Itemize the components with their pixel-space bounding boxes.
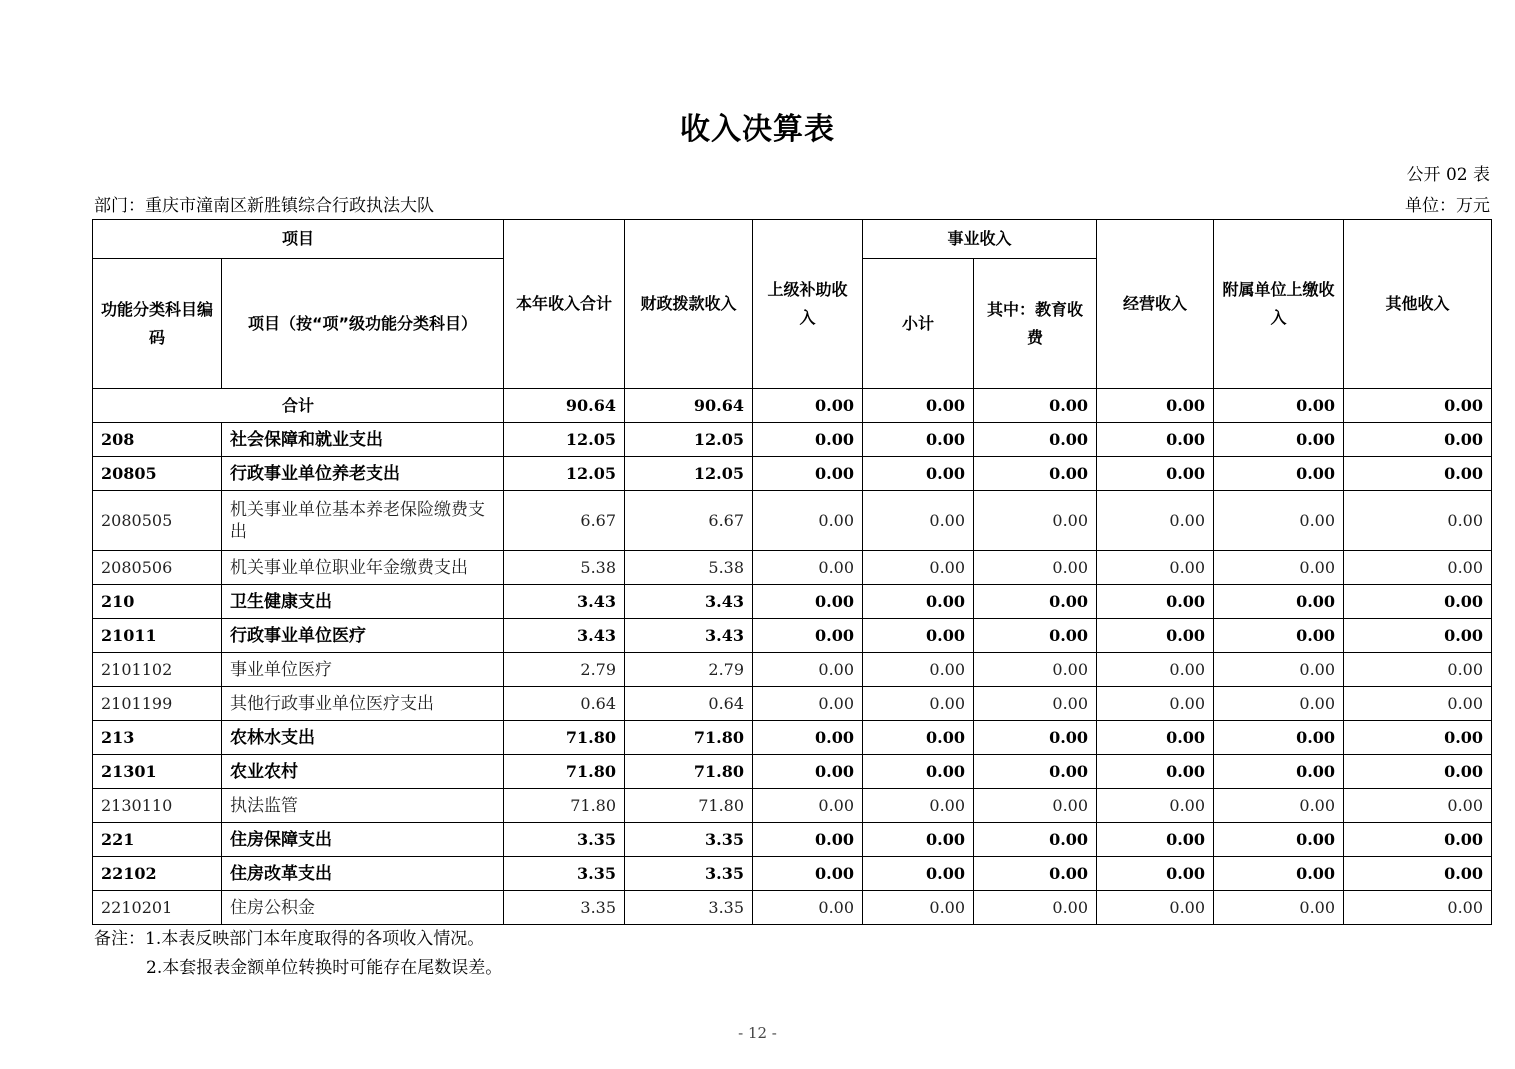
row-value: 0.64 (504, 687, 625, 721)
table-row (93, 457, 1492, 491)
row-value: 0.00 (1214, 823, 1344, 857)
row-value: 0.00 (1097, 491, 1214, 551)
total-value: 90.64 (504, 389, 625, 423)
table-row (93, 585, 1492, 619)
income-table (92, 219, 1492, 925)
row-value: 0.00 (974, 687, 1097, 721)
table-row (93, 789, 1492, 823)
row-value: 0.00 (1214, 857, 1344, 891)
row-name: 行政事业单位养老支出 (222, 457, 504, 491)
header-other: 其他收入 (1344, 220, 1492, 389)
header-total: 本年收入合计 (504, 220, 625, 389)
row-value: 5.38 (504, 551, 625, 585)
row-value: 71.80 (504, 721, 625, 755)
row-value: 0.00 (1344, 755, 1492, 789)
row-value: 0.00 (753, 423, 863, 457)
row-value: 12.05 (504, 457, 625, 491)
row-value: 0.00 (974, 823, 1097, 857)
table-row (93, 551, 1492, 585)
row-value: 71.80 (504, 789, 625, 823)
note-line-1: 备注：1.本表反映部门本年度取得的各项收入情况。 (94, 929, 485, 949)
row-value: 0.00 (1344, 457, 1492, 491)
row-value: 0.00 (863, 891, 974, 925)
row-value: 0.00 (753, 755, 863, 789)
row-value: 0.00 (753, 619, 863, 653)
row-value: 0.00 (1344, 789, 1492, 823)
row-code: 221 (93, 823, 222, 857)
row-value: 0.00 (1097, 823, 1214, 857)
row-code: 213 (93, 721, 222, 755)
row-value: 0.00 (1097, 687, 1214, 721)
row-value: 0.00 (863, 619, 974, 653)
row-value: 0.00 (1214, 687, 1344, 721)
row-value: 0.00 (974, 721, 1097, 755)
row-value: 0.00 (1214, 619, 1344, 653)
table-row (93, 721, 1492, 755)
row-value: 0.00 (863, 551, 974, 585)
row-value: 0.00 (1097, 653, 1214, 687)
row-value: 0.00 (1097, 857, 1214, 891)
row-code: 20805 (93, 457, 222, 491)
row-name: 农林水支出 (222, 721, 504, 755)
row-value: 3.43 (504, 619, 625, 653)
row-value: 0.00 (1344, 585, 1492, 619)
total-value: 0.00 (1097, 389, 1214, 423)
row-value: 6.67 (625, 491, 753, 551)
row-value: 0.00 (974, 551, 1097, 585)
row-value: 0.00 (974, 857, 1097, 891)
row-value: 0.00 (1214, 653, 1344, 687)
row-value: 0.00 (753, 653, 863, 687)
total-value: 0.00 (974, 389, 1097, 423)
table-row (93, 491, 1492, 551)
row-value: 0.00 (753, 551, 863, 585)
row-name: 执法监管 (222, 789, 504, 823)
row-value: 0.00 (1344, 721, 1492, 755)
table-number: 公开 02 表 (1406, 165, 1490, 185)
row-value: 0.00 (1214, 491, 1344, 551)
total-value: 90.64 (625, 389, 753, 423)
row-value: 0.00 (863, 857, 974, 891)
row-value: 0.00 (1344, 687, 1492, 721)
row-value: 3.35 (504, 823, 625, 857)
notes (94, 925, 502, 983)
row-value: 0.00 (1344, 619, 1492, 653)
unit-label: 单位：万元 (1405, 196, 1490, 216)
row-value: 0.00 (863, 585, 974, 619)
row-value: 0.00 (974, 491, 1097, 551)
table-row (93, 653, 1492, 687)
total-label: 合计 (93, 389, 504, 423)
row-name: 卫生健康支出 (222, 585, 504, 619)
table-row (93, 687, 1492, 721)
row-value: 0.00 (974, 653, 1097, 687)
row-value: 0.00 (1344, 423, 1492, 457)
row-value: 0.00 (974, 423, 1097, 457)
row-value: 3.43 (625, 619, 753, 653)
row-name: 农业农村 (222, 755, 504, 789)
table-row (93, 619, 1492, 653)
header-superior: 上级补助收入 (753, 220, 863, 389)
total-value: 0.00 (1214, 389, 1344, 423)
department-label: 部门：重庆市潼南区新胜镇综合行政执法大队 (94, 196, 434, 216)
note-line-2: 2.本套报表金额单位转换时可能存在尾数误差。 (146, 958, 503, 978)
row-value: 0.00 (1344, 891, 1492, 925)
total-row (93, 389, 1492, 423)
row-value: 0.00 (753, 687, 863, 721)
row-value: 3.35 (625, 823, 753, 857)
header-subtotal: 小计 (863, 259, 974, 389)
row-value: 0.00 (863, 823, 974, 857)
row-value: 0.00 (863, 721, 974, 755)
row-value: 0.00 (1344, 551, 1492, 585)
row-value: 6.67 (504, 491, 625, 551)
row-code: 2130110 (93, 789, 222, 823)
row-value: 0.64 (625, 687, 753, 721)
row-value: 2.79 (504, 653, 625, 687)
row-code: 2210201 (93, 891, 222, 925)
table-body (93, 389, 1492, 925)
row-name: 机关事业单位职业年金缴费支出 (222, 551, 504, 585)
row-code: 21301 (93, 755, 222, 789)
row-value: 0.00 (1097, 891, 1214, 925)
row-code: 21011 (93, 619, 222, 653)
row-code: 2080506 (93, 551, 222, 585)
row-code: 22102 (93, 857, 222, 891)
row-value: 0.00 (1214, 423, 1344, 457)
row-value: 0.00 (1344, 857, 1492, 891)
row-value: 3.35 (504, 891, 625, 925)
row-value: 0.00 (863, 755, 974, 789)
row-value: 0.00 (974, 755, 1097, 789)
header-business-group: 事业收入 (863, 220, 1097, 259)
row-value: 2.79 (625, 653, 753, 687)
row-value: 0.00 (1097, 755, 1214, 789)
page-number: - 12 - (738, 1024, 777, 1042)
row-value: 0.00 (974, 619, 1097, 653)
header-affiliated: 附属单位上缴收入 (1214, 220, 1344, 389)
row-value: 0.00 (863, 789, 974, 823)
row-value: 0.00 (863, 423, 974, 457)
row-name: 社会保障和就业支出 (222, 423, 504, 457)
row-value: 0.00 (1097, 585, 1214, 619)
row-value: 0.00 (1214, 457, 1344, 491)
row-value: 0.00 (1214, 585, 1344, 619)
row-value: 0.00 (1097, 423, 1214, 457)
row-value: 3.43 (504, 585, 625, 619)
header-code: 功能分类科目编码 (93, 259, 222, 389)
row-value: 71.80 (504, 755, 625, 789)
table-row (93, 823, 1492, 857)
header-project: 项目 (93, 220, 504, 259)
row-code: 208 (93, 423, 222, 457)
total-value: 0.00 (1344, 389, 1492, 423)
row-value: 0.00 (753, 857, 863, 891)
row-value: 0.00 (1097, 457, 1214, 491)
page-title: 收入决算表 (680, 112, 835, 147)
row-value: 12.05 (504, 423, 625, 457)
row-code: 2080505 (93, 491, 222, 551)
table-header (93, 220, 1492, 389)
row-value: 0.00 (974, 891, 1097, 925)
header-name: 项目（按“项”级功能分类科目） (222, 259, 504, 389)
row-value: 0.00 (1214, 721, 1344, 755)
row-value: 71.80 (625, 755, 753, 789)
row-value: 0.00 (1344, 823, 1492, 857)
row-value: 0.00 (1344, 653, 1492, 687)
row-value: 0.00 (1097, 721, 1214, 755)
row-value: 12.05 (625, 457, 753, 491)
row-value: 0.00 (863, 687, 974, 721)
row-value: 0.00 (974, 585, 1097, 619)
row-value: 0.00 (753, 585, 863, 619)
row-value: 0.00 (1214, 789, 1344, 823)
row-value: 0.00 (863, 653, 974, 687)
row-value: 5.38 (625, 551, 753, 585)
row-value: 0.00 (863, 457, 974, 491)
row-name: 住房改革支出 (222, 857, 504, 891)
row-value: 0.00 (753, 457, 863, 491)
row-value: 71.80 (625, 721, 753, 755)
row-value: 3.35 (504, 857, 625, 891)
row-code: 2101199 (93, 687, 222, 721)
row-value: 0.00 (863, 491, 974, 551)
row-value: 3.43 (625, 585, 753, 619)
row-name: 行政事业单位医疗 (222, 619, 504, 653)
row-value: 0.00 (1097, 789, 1214, 823)
row-value: 0.00 (974, 789, 1097, 823)
row-value: 0.00 (1344, 491, 1492, 551)
row-name: 其他行政事业单位医疗支出 (222, 687, 504, 721)
row-value: 0.00 (1097, 619, 1214, 653)
row-value: 0.00 (1097, 551, 1214, 585)
total-value: 0.00 (753, 389, 863, 423)
row-value: 3.35 (625, 857, 753, 891)
row-value: 0.00 (753, 891, 863, 925)
row-code: 210 (93, 585, 222, 619)
header-fiscal: 财政拨款收入 (625, 220, 753, 389)
row-value: 3.35 (625, 891, 753, 925)
table-row (93, 857, 1492, 891)
row-value: 71.80 (625, 789, 753, 823)
row-code: 2101102 (93, 653, 222, 687)
table-row (93, 423, 1492, 457)
total-value: 0.00 (863, 389, 974, 423)
row-value: 12.05 (625, 423, 753, 457)
row-value: 0.00 (1214, 755, 1344, 789)
row-value: 0.00 (974, 457, 1097, 491)
header-education: 其中：教育收费 (974, 259, 1097, 389)
header-operating: 经营收入 (1097, 220, 1214, 389)
row-value: 0.00 (1214, 891, 1344, 925)
row-value: 0.00 (753, 491, 863, 551)
row-value: 0.00 (753, 721, 863, 755)
row-value: 0.00 (1214, 551, 1344, 585)
row-value: 0.00 (753, 789, 863, 823)
table-row (93, 755, 1492, 789)
row-name: 机关事业单位基本养老保险缴费支出 (222, 491, 504, 551)
row-name: 事业单位医疗 (222, 653, 504, 687)
row-value: 0.00 (753, 823, 863, 857)
row-name: 住房公积金 (222, 891, 504, 925)
row-name: 住房保障支出 (222, 823, 504, 857)
table-row (93, 891, 1492, 925)
